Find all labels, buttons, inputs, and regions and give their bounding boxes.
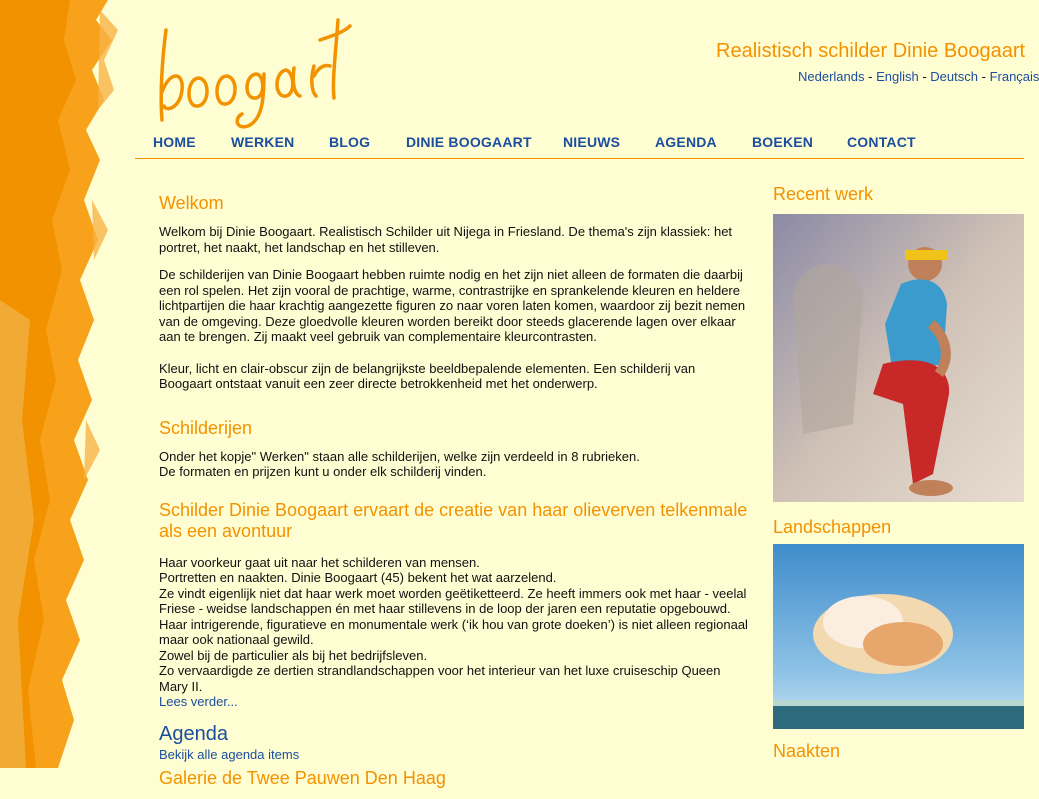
agenda-all-link[interactable]: Bekijk alle agenda items bbox=[159, 746, 300, 762]
lees-verder-link[interactable]: Lees verder... bbox=[159, 694, 238, 709]
naakten-heading: Naakten bbox=[773, 741, 841, 761]
creatie-line-2: Portretten en naakten. Dinie Boogaart (45) bekent het wat aarzelend. bbox=[159, 570, 557, 585]
schilderijen-line-2: De formaten en prijzen kunt u onder elk schilderij vinden. bbox=[159, 464, 487, 479]
lang-link-nl[interactable]: Nederlands bbox=[798, 69, 865, 84]
lang-link-en[interactable]: English bbox=[876, 69, 919, 84]
main-content bbox=[159, 193, 751, 799]
lang-separator: - bbox=[981, 69, 990, 84]
welkom-heading: Welkom bbox=[159, 193, 224, 213]
schilderijen-heading: Schilderijen bbox=[159, 417, 253, 438]
recent-werk-heading: Recent werk bbox=[773, 184, 874, 204]
welkom-paragraph-1: Welkom bij Dinie Boogaart. Realistisch Schilder uit Nijega in Friesland. De thema's zijn klassiek: het portret, het naakt, het landschap en het stilleven. bbox=[159, 224, 733, 255]
lang-separator: - bbox=[922, 69, 931, 84]
nav-home[interactable]: HOME bbox=[153, 134, 196, 150]
boogaart-logo[interactable] bbox=[152, 10, 352, 132]
creatie-line-3: Ze vindt eigenlijk niet dat haar werk moet worden geëtiketteerd. Ze heeft immers ook met haar - veelal Friese - weidse landschappen én met haar stillevens in de loop der jaren een reputatie opgebouwd. bbox=[159, 585, 747, 616]
schilderijen-line-1: Onder het kopje" Werken" staan alle schilderijen, welke zijn verdeeld in 8 rubrieken. bbox=[159, 448, 640, 464]
nav-contact[interactable]: CONTACT bbox=[847, 134, 916, 150]
agenda-link-wrap bbox=[159, 747, 751, 763]
main-navigation bbox=[135, 130, 1024, 159]
landschappen-heading: Landschappen bbox=[773, 517, 892, 537]
site-title: Realistisch schilder Dinie Boogaart bbox=[716, 40, 1026, 62]
nav-boeken[interactable]: BOEKEN bbox=[752, 134, 814, 150]
recent-werk-painting[interactable] bbox=[773, 214, 1024, 502]
nav-blog[interactable]: BLOG bbox=[329, 134, 371, 150]
creatie-line-6: Zo vervaardigde ze dertien strandlandschappen voor het interieur van het luxe cruiseschip Queen Mary II. bbox=[159, 663, 721, 694]
creatie-line-1: Haar voorkeur gaat uit naar het schilderen van mensen. bbox=[159, 554, 480, 570]
nav-dinie-boogaart[interactable]: DINIE BOOGAART bbox=[406, 134, 532, 150]
welkom-paragraph-3: Kleur, licht en clair-obscur zijn de belangrijkste beeldbepalende elementen. Een schilderij van Boogaart ontstaat vanuit een zeer directe betrokkenheid met het onderwerp. bbox=[159, 360, 696, 391]
brush-stroke-decoration bbox=[0, 0, 125, 768]
creatie-line-5: Zowel bij de particulier als bij het bedrijfsleven. bbox=[159, 647, 428, 663]
lang-separator: - bbox=[868, 69, 877, 84]
creatie-line-4: Haar intrigerende, figuratieve en monumentale werk (‘ik hou van grote doeken’) is niet alleen regionaal maar ook nationaal gewild. bbox=[159, 616, 748, 647]
nav-agenda[interactable]: AGENDA bbox=[655, 134, 717, 150]
creatie-heading: Schilder Dinie Boogaart ervaart de creatie van haar olieverven telkenmale als een avontuur bbox=[159, 499, 748, 541]
landschappen-painting[interactable] bbox=[773, 544, 1024, 729]
agenda-next-heading: Galerie de Twee Pauwen Den Haag bbox=[159, 768, 446, 788]
nav-werken[interactable]: WERKEN bbox=[231, 134, 295, 150]
agenda-heading: Agenda bbox=[159, 722, 228, 745]
welkom-paragraph-2: De schilderijen van Dinie Boogaart hebben ruimte nodig en het zijn niet alleen de formaten die daarbij een rol spelen. Het zijn vooral de prachtige, warme, contrastrijke en sprankelende kleuren en heldere lichtpartijen die haar krachtig aangezette figuren zo naar voren laten komen, waardoor zij bezit nemen van de omgeving. Deze gloedvolle kleuren worden bereikt door steeds glacerende lagen over elkaar aan te brengen. Zij maakt veel gebruik van complementaire kleurcontrasten. bbox=[159, 267, 746, 344]
sidebar bbox=[773, 183, 1024, 762]
lang-link-de[interactable]: Deutsch bbox=[930, 69, 978, 84]
language-switcher bbox=[798, 69, 1039, 84]
nav-nieuws[interactable]: NIEUWS bbox=[563, 134, 621, 150]
schilderijen-paragraph bbox=[159, 449, 751, 480]
creatie-paragraph bbox=[159, 555, 751, 710]
lang-link-fr[interactable]: Français bbox=[989, 69, 1039, 84]
